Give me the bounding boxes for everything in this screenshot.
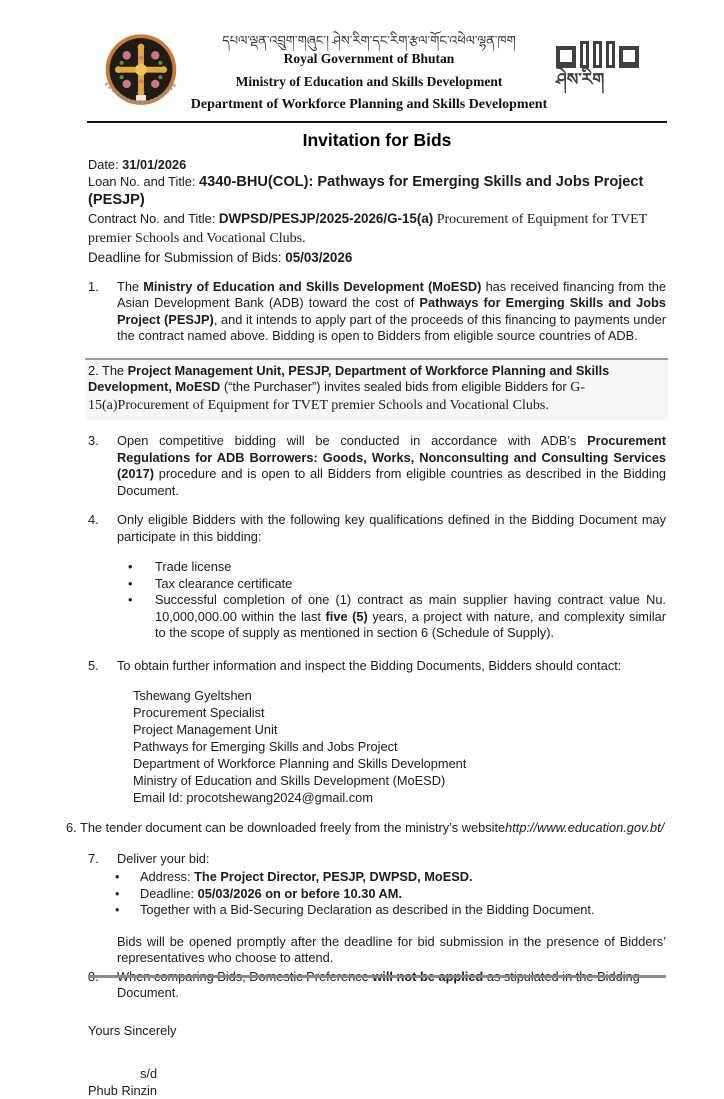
para-2-box xyxy=(85,358,668,421)
para-1 xyxy=(88,279,666,345)
para-3-number: 3. xyxy=(88,433,117,499)
contact-project: Pathways for Emerging Skills and Jobs Project xyxy=(133,738,666,755)
para-2-text: 2. The Project Management Unit, PESJP, Department of Workforce Planning and Skills Development, MoESD (“the Purchaser”) invites sealed bids from eligible Bidders for G-15(a)Procurement of Equipment for TVET premier Schools and Vocational Clubs. xyxy=(88,363,665,415)
para-8-text: When comparing Bids, Domestic Preference will not be applied as stipulated in the Bidding Document. xyxy=(117,969,666,1002)
letterhead-org-line-3: Department of Workforce Planning and Skills Development xyxy=(183,97,555,113)
contract-line: Contract No. and Title: DWPSD/PESJP/2025-2026/G-15(a) Procurement of Equipment for TVET premier Schools and Vocational Clubs. xyxy=(88,210,666,248)
contract-description: Procurement of Equipment for TVET premier Schools and Vocational Clubs. xyxy=(88,212,647,246)
ministry-logo xyxy=(556,38,664,90)
document-body xyxy=(88,132,666,1099)
contact-role: Procurement Specialist xyxy=(133,704,666,721)
loan-line: Loan No. and Title: 4340-BHU(COL): Pathways for Emerging Skills and Jobs Project (PESJP) xyxy=(88,173,666,210)
contact-ministry: Ministry of Education and Skills Development (MoESD) xyxy=(133,772,666,789)
delivery-bullet-deadline: • Deadline: 05/03/2026 on or before 10.30 AM. xyxy=(88,886,666,903)
qualification-bullet-2: • Tax clearance certificate xyxy=(88,576,666,593)
delivery-bullet-declaration: • Together with a Bid-Securing Declaration as described in the Bidding Document. xyxy=(88,902,666,919)
signatory-name: Phub Rinzin xyxy=(88,1083,666,1099)
footer-rule xyxy=(88,975,666,978)
document-meta xyxy=(88,156,666,266)
para-3 xyxy=(88,433,666,499)
contract-value: DWPSD/PESJP/2025-2026/G-15(a) xyxy=(219,211,433,226)
contact-department: Department of Workforce Planning and Skills Development xyxy=(133,755,666,772)
letterhead xyxy=(0,0,724,123)
para-5-text: To obtain further information and inspect the Bidding Documents, Bidders should contact: xyxy=(117,658,666,675)
qualification-bullet-1: • Trade license xyxy=(88,559,666,576)
contact-unit: Project Management Unit xyxy=(133,721,666,738)
ministry-logo-glyphs-icon xyxy=(556,38,664,68)
deadline-line: Deadline for Submission of Bids: 05/03/2026 xyxy=(88,249,666,266)
page-title: Invitation for Bids xyxy=(88,132,666,149)
para-7 xyxy=(88,851,666,868)
letterhead-dzongkha-title: དཔལ་ལྡན་འབྲུག་གཞུང་། ཤེས་རིག་དང་རིག་རྩལ་གོང་འཕེལ་ལྷན་ཁག xyxy=(183,26,555,48)
para-7-number: 7. xyxy=(88,851,117,868)
loan-value: 4340-BHU(COL): Pathways for Emerging Skills and Jobs Project (PESJP) xyxy=(88,174,643,209)
para-7-text: Deliver your bid: xyxy=(117,851,666,868)
para-5 xyxy=(88,658,666,675)
para-1-number: 1. xyxy=(88,279,117,345)
para-5-number: 5. xyxy=(88,658,117,675)
bullet-dot: • xyxy=(115,902,140,919)
contact-name: Tshewang Gyeltshen xyxy=(133,687,666,704)
para-8-number: 8. xyxy=(88,969,117,1002)
date-line: Date: 31/01/2026 xyxy=(88,156,666,173)
bullet-dot: • xyxy=(115,869,140,886)
letterhead-org-line-1: Royal Government of Bhutan xyxy=(183,51,555,67)
ministry-logo-text: ཤེས་རིག xyxy=(556,70,664,90)
bullet-dot: • xyxy=(128,576,155,593)
para-6-text: 6. The tender document can be downloaded freely from the ministry’s websitehttp://www.education.gov.bt/ xyxy=(66,820,664,835)
letterhead-rule xyxy=(87,121,667,123)
deadline-value: 05/03/2026 xyxy=(285,250,352,265)
closing-salutation: Yours Sincerely xyxy=(88,1023,666,1040)
date-value: 31/01/2026 xyxy=(122,157,186,172)
bullet-dot: • xyxy=(128,559,155,576)
qualification-bullets xyxy=(88,559,666,642)
letterhead-titles xyxy=(183,26,555,113)
para-4-number: 4. xyxy=(88,512,117,545)
contact-block xyxy=(133,687,666,806)
qualification-bullet-3: • Successful completion of one (1) contract as main supplier having contract value Nu. 10,000,000.00 within the last five (5) years, a project with nature, and complexity similar to the scope of supply as mentioned in section 6 (Schedule of Supply). xyxy=(88,592,666,642)
bid-opening-note: Bids will be opened promptly after the deadline for bid submission in the presence of Bidders’ representatives who choose to attend. xyxy=(117,934,666,967)
signature-mark: s/d xyxy=(140,1066,666,1083)
para-8 xyxy=(88,969,666,1002)
para-1-text: The Ministry of Education and Skills Development (MoESD) has received financing from the Asian Development Bank (ADB) toward the cost of Pathways for Emerging Skills and Jobs Project (PESJP), and it intends to apply part of the proceeds of this financing to payments under the contract named above. Bidding is open to Bidders from eligible source countries of ADB. xyxy=(117,279,666,345)
letterhead-org-line-2: Ministry of Education and Skills Development xyxy=(183,74,555,90)
para-6 xyxy=(66,820,666,837)
contact-email: Email Id: procotshewang2024@gmail.com xyxy=(133,789,666,806)
delivery-bullets xyxy=(88,869,666,919)
para-4 xyxy=(88,512,666,545)
bullet-dot: • xyxy=(115,886,140,903)
para-4-text: Only eligible Bidders with the following key qualifications defined in the Bidding Document may participate in this bidding: xyxy=(117,512,666,545)
delivery-bullet-address: • Address: The Project Director, PESJP, DWPSD, MoESD. xyxy=(88,869,666,886)
para-3-text: Open competitive bidding will be conducted in accordance with ADB’s Procurement Regulations for ADB Borrowers: Goods, Works, Nonconsulting and Consulting Services (2017) procedure and is open to all Bidders from eligible countries as described in the Bidding Document. xyxy=(117,433,666,499)
bhutan-national-emblem-icon xyxy=(99,30,183,116)
bullet-dot: • xyxy=(128,592,155,642)
